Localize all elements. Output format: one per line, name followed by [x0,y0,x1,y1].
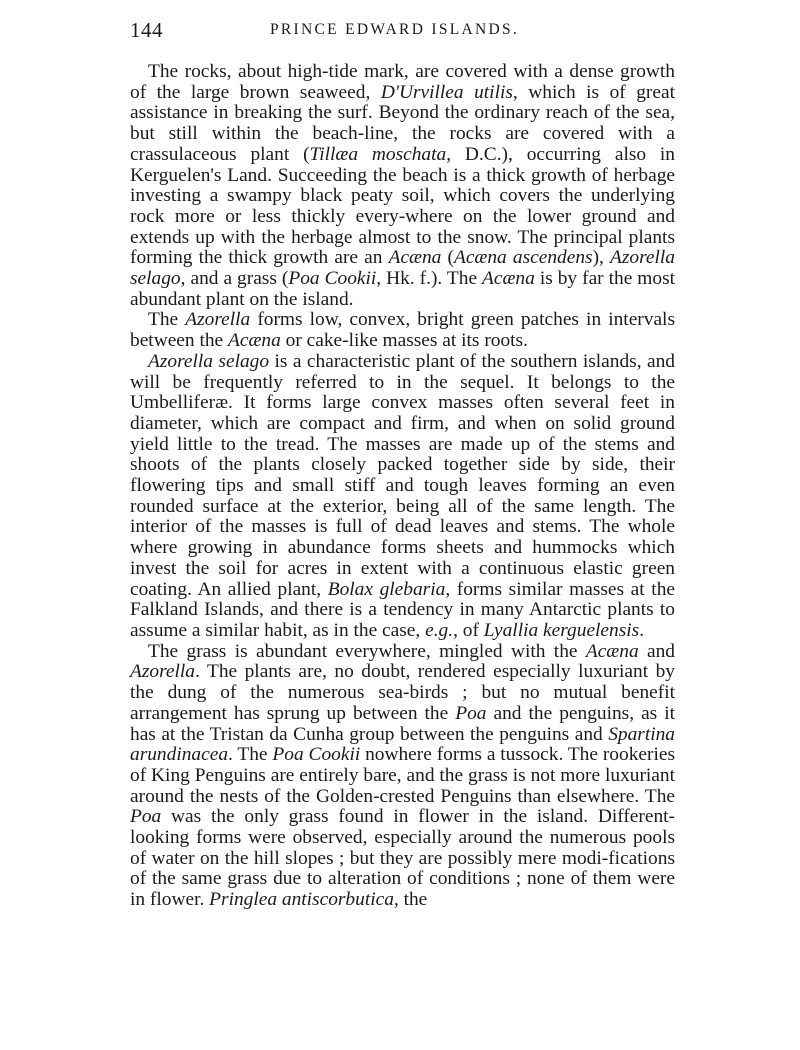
text-run: or cake-like masses at its roots. [280,330,528,352]
italic-text: Acæna [585,640,639,662]
text-run: and the penguins, as it has at the Tristan da Cunha group between the penguins and [130,702,676,745]
text-run: , of [453,619,484,641]
text-run: forms low, convex, bright green patches in intervals between the [130,309,675,352]
text-run: ( [441,247,454,269]
italic-text: Azorella selago [148,350,270,372]
italic-text: Acæna [482,268,535,290]
text-run: , Hk. f.). The [376,268,483,290]
text-run: , D.C.), occurring also in Kerguelen's Land. Succeeding the beach is a thick growth of herbage investing a swampy black peaty soil, which covers the underlying rock more or less thickly every-where on the lower ground and extends up with the herbage almost to the snow. The principal plants forming the thick growth are an [130,143,675,269]
italic-text: Azorella [130,661,195,683]
italic-text: D'Urvillea utilis [380,81,513,103]
italic-text: Lyallia kerguelensis [483,619,640,641]
text-run: The [148,309,186,331]
italic-text: Acæna [228,330,281,352]
text-run: . [639,619,645,641]
text-run: , which is of great assistance in breaking the surf. Beyond the ordinary reach of the sea, but still within the beach-line, the rocks are covered with a crassulaceous plant ( [130,81,675,165]
italic-text: Azorella selago [130,247,675,290]
paragraph [130,642,675,911]
italic-text: Poa Cookii [272,744,361,766]
text-run: . The plants are, no doubt, rendered especially luxuriant by the dung of the numerous sea-birds ; but no mutual benefit arrangement has sprung up between the [130,661,675,724]
italic-text: Azorella [185,309,251,331]
text-run: was the only grass found in flower in the island. Different-looking forms were observed, especially around the numerous pools of water on the hill slopes ; but they are possibly mere modi-fications of the same grass due to alteration of conditions ; none of them were in flower. [130,806,675,911]
italic-text: Pringlea antiscorbutica [209,889,394,911]
text-run: The rocks, about high-tide mark, are covered with a dense growth of the large brown seaweed, [130,61,675,103]
italic-text: Poa [455,702,487,724]
italic-text: Spartina arundinacea [130,723,675,766]
italic-text: Acæna [388,247,442,269]
running-title: PRINCE EDWARD ISLANDS. [270,21,520,38]
paragraph [130,352,675,642]
text-run: , and a grass ( [180,268,289,290]
italic-text: Bolax glebaria [327,578,446,600]
text-run: ), [592,247,610,269]
paragraph [130,310,675,351]
italic-text: Poa [130,806,162,828]
italic-text: Poa Cookii [288,268,377,290]
paragraph [130,62,675,310]
text-run: is by far the most abundant plant on the island. [130,268,676,310]
text-run: , the [393,889,428,911]
text-run: , forms similar masses at the Falkland Islands, and there is a tendency in many Antarctic plants to assume a similar habit, as in the case, [130,578,675,641]
text-run: and [638,640,675,662]
text-run: is a characteristic plant of the southern islands, and will be frequently referred to in the sequel. It belongs to the Umbelliferæ. It forms large convex masses often several feet in diameter, which are compact and firm, and when on solid ground yield little to the tread. The masses are made up of the stems and shoots of the plants closely packed together side by side, their flowering tips and small stiff and tough leaves forming an even rounded surface at the exterior, being all of the same length. The interior of the masses is full of dead leaves and stems. The whole where growing in abundance forms sheets and hummocks which invest the soil for acres in extent with a continuous elastic green coating. An allied plant, [130,350,675,600]
italic-text: Acæna ascendens [453,247,593,269]
text-run: The grass is abundant everywhere, mingled with the [148,640,586,662]
italic-text: Tillæa moschata [309,143,447,165]
text-run: . The [228,744,273,766]
italic-text: e.g. [425,619,454,641]
page-number: 144 [130,18,163,42]
text-run: nowhere forms a tussock. The rookeries of King Penguins are entirely bare, and the grass is not more luxuriant around the nests of the Golden-crested Penguins than elsewhere. The [130,744,675,807]
running-head [130,18,675,46]
body-text [130,62,675,911]
